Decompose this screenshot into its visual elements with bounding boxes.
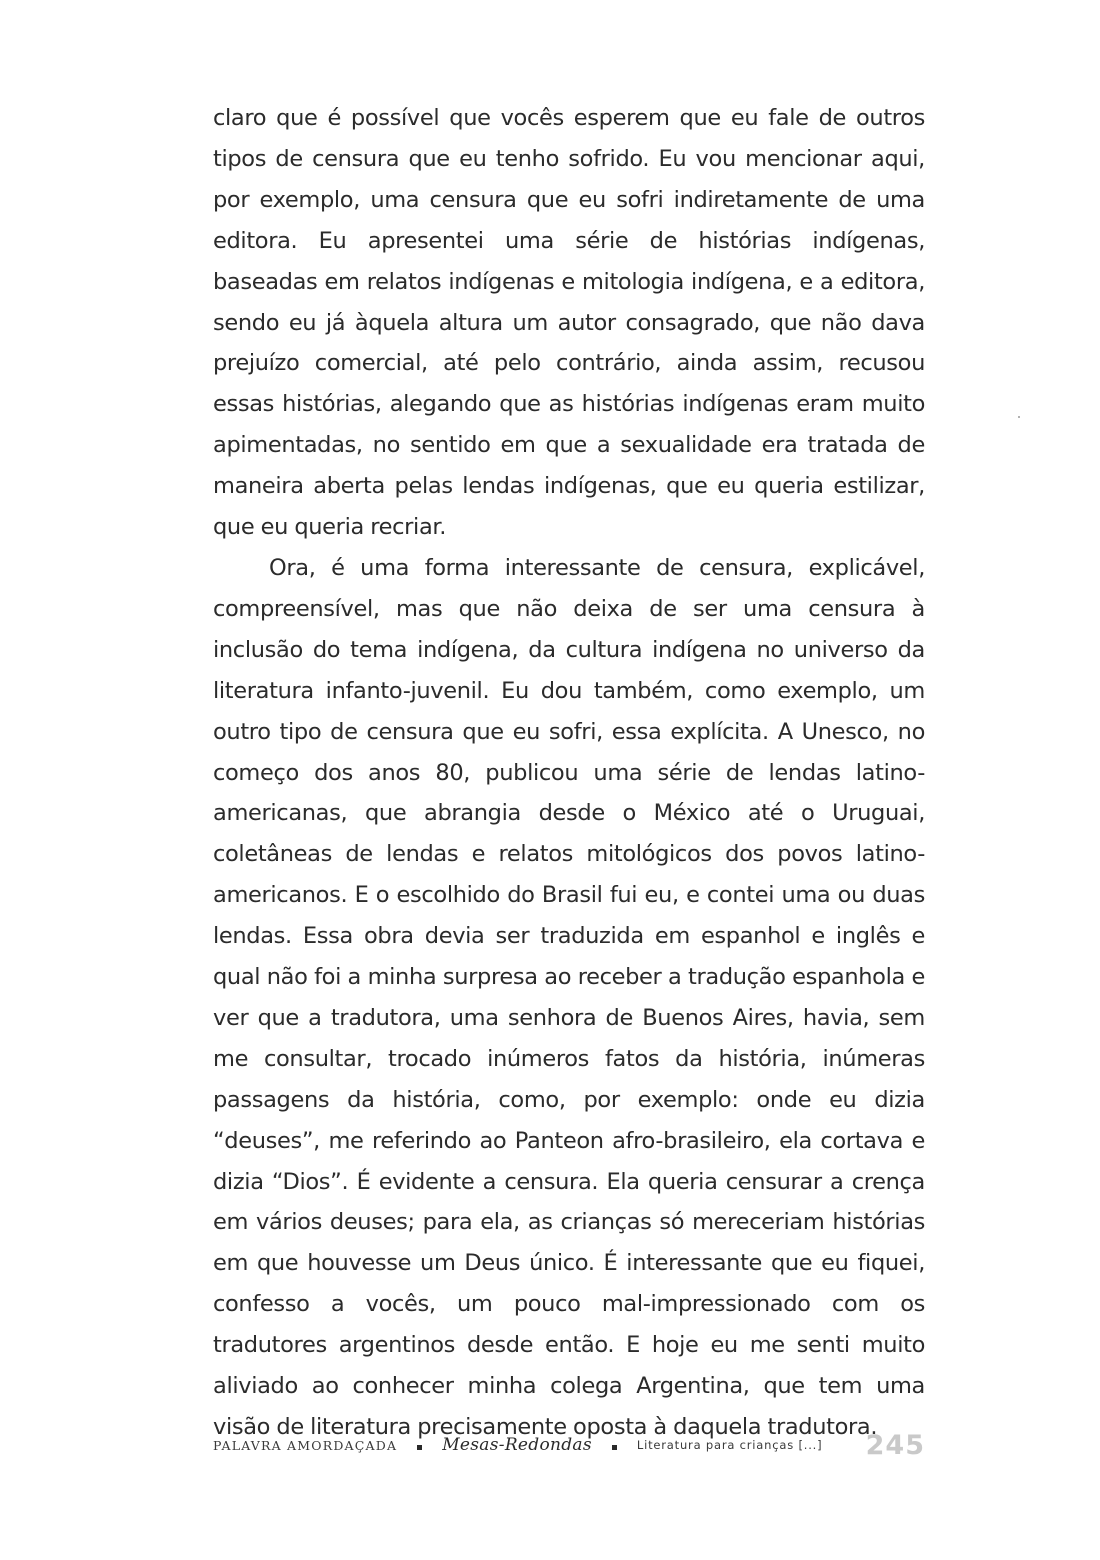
running-footer bbox=[213, 1430, 925, 1460]
footer-series-title: PALAVRA AMORDAÇADA bbox=[213, 1437, 398, 1453]
paragraph-2: Ora, é uma forma interessante de censura, explicável, compreensível, mas que não deixa de ser uma censura à inclusão do tema indígena, da cultura indígena no universo da literatura infanto-juvenil. Eu dou também, como exemplo, um outro tipo de censura que eu sofri, essa explícita. A Unesco, no começo dos anos 80, publicou uma série de lendas latino-americanas, que abrangia desde o México até o Uruguai, coletâneas de lendas e relatos mitológicos dos povos latino-americanos. E o escolhido do Brasil fui eu, e contei uma ou duas lendas. Essa obra devia ser traduzida em espanhol e inglês e qual não foi a minha surpresa ao receber a tradução espanhola e ver que a tradutora, uma senhora de Buenos Aires, havia, sem me consultar, trocado inúmeros fatos da história, inúmeras passagens da história, como, por exemplo: onde eu dizia “deuses”, me referindo ao Panteon afro-brasileiro, ela cortava e dizia “Dios”. É evidente a censura. Ela queria censurar a crença em vários deuses; para ela, as crianças só mereceriam histórias em que houvesse um Deus único. É interessante que eu fiquei, confesso a vocês, um pouco mal-impressionado com os tradutores argentinos desde então. E hoje eu me senti muito aliviado ao conhecer minha colega Argentina, que tem uma visão de literatura precisamente oposta à daquela tradutora. bbox=[213, 554, 925, 1440]
footer-chapter-title: Literatura para crianças [...] bbox=[636, 1438, 823, 1452]
paragraph-1: claro que é possível que vocês esperem que eu fale de outros tipos de censura que eu tenho sofrido. Eu vou mencionar aqui, por exemplo, uma censura que eu sofri indiretamente de uma editora. Eu apresentei uma série de histórias indígenas, baseadas em relatos indígenas e mitologia indígena, e a editora, sendo eu já àquela altura um autor consagrado, que não dava prejuízo comercial, até pelo contrário, ainda assim, recusou essas histórias, alegando que as histórias indígenas eram muito apimentadas, no sentido em que a sexualidade era tratada de maneira aberta pelas lendas indígenas, que eu queria estilizar, que eu queria recriar. bbox=[213, 105, 925, 541]
body-text bbox=[213, 98, 925, 1448]
footer-bullet-icon bbox=[612, 1445, 617, 1450]
footer-bullet-icon bbox=[417, 1445, 422, 1450]
page-number: 245 bbox=[865, 1429, 925, 1461]
scan-speck bbox=[1018, 416, 1020, 418]
footer-section-title: Mesas-Redondas bbox=[442, 1435, 592, 1455]
